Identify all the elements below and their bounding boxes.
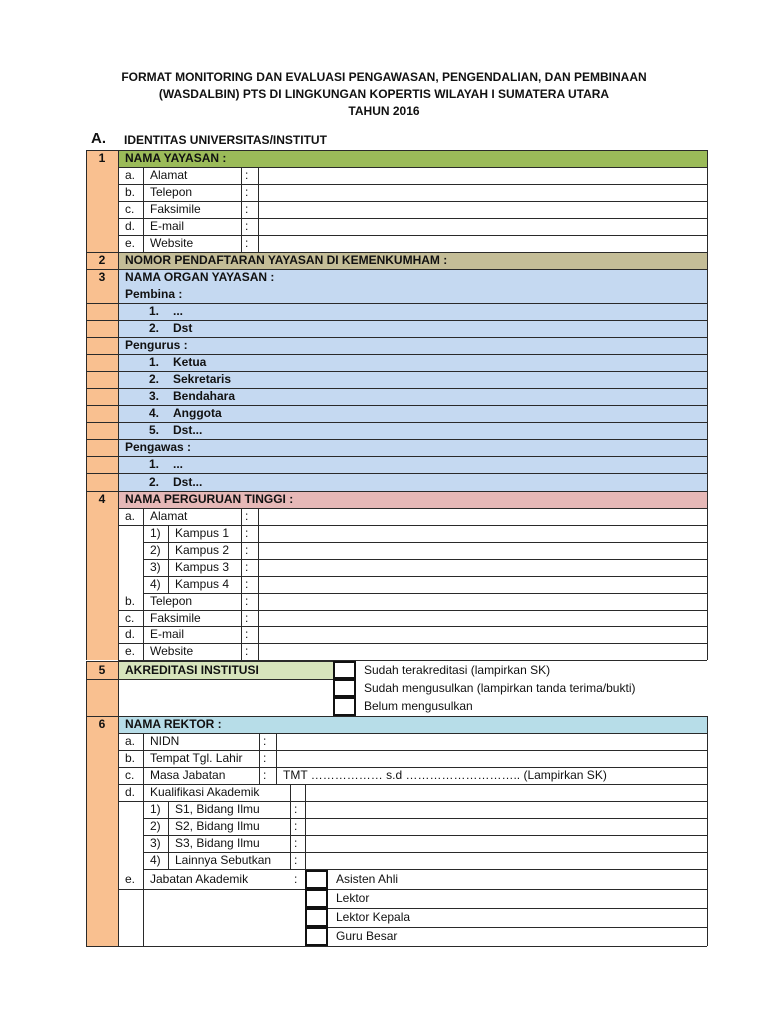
organ-item-number: 3. <box>149 389 160 403</box>
kampus-number: 2) <box>150 543 161 557</box>
column-border <box>118 733 119 946</box>
row-border <box>86 491 707 492</box>
colon: : <box>245 236 249 250</box>
row-border <box>86 716 707 717</box>
jabatan-option: Lektor <box>336 891 370 905</box>
kampus-3-field[interactable] <box>259 560 706 575</box>
organ-item-number: 2. <box>149 475 160 489</box>
column-border <box>86 733 87 946</box>
pt-alamat-field[interactable] <box>259 509 706 524</box>
item-letter: d. <box>125 785 136 799</box>
column-border <box>86 508 87 660</box>
organ-item-number: 2. <box>149 321 160 335</box>
akreditasi-checkbox[interactable] <box>333 679 356 697</box>
column-border <box>118 286 119 491</box>
kualifikasi-2-field[interactable] <box>306 819 706 834</box>
akreditasi-option: Sudah terakreditasi (lampirkan SK) <box>364 663 551 677</box>
rektor-nidn-field[interactable] <box>277 734 706 749</box>
kampus-1-field[interactable] <box>259 526 706 541</box>
colon: : <box>245 543 249 557</box>
akreditasi-checkbox[interactable] <box>333 697 356 716</box>
section-letter: A. <box>91 130 106 147</box>
item-letter: b. <box>125 594 136 608</box>
organ-group-label: Pembina : <box>125 287 183 301</box>
column-border <box>707 508 708 660</box>
column-border <box>276 733 277 784</box>
column-border <box>168 801 169 869</box>
section-header: NOMOR PENDAFTARAN YAYASAN DI KEMENKUMHAM : <box>125 253 448 267</box>
column-border <box>707 252 708 269</box>
kampus-2-field[interactable] <box>259 543 706 558</box>
colon: : <box>245 644 249 658</box>
colon: : <box>245 219 249 233</box>
orange-margin <box>86 679 118 716</box>
organ-item-label: Anggota <box>173 406 222 420</box>
item-label: E-mail <box>150 219 185 233</box>
column-border <box>118 491 119 508</box>
organ-group-label: Pengurus : <box>125 338 188 352</box>
column-border <box>707 716 708 733</box>
colon: : <box>245 168 249 182</box>
title-line-1: FORMAT MONITORING DAN EVALUASI PENGAWASAN, PENGENDALIAN, DAN PEMBINAAN <box>121 70 647 84</box>
column-border <box>305 784 306 869</box>
column-border <box>241 508 242 660</box>
colon: : <box>294 819 298 833</box>
yayasan-website-field[interactable] <box>259 236 706 251</box>
jabatan-checkbox[interactable] <box>305 870 328 889</box>
row-border <box>86 150 707 151</box>
column-border <box>118 716 119 733</box>
section-number: 4 <box>98 492 106 506</box>
colon: : <box>294 872 298 886</box>
title-line-2: (WASDALBIN) PTS DI LINGKUNGAN KOPERTIS WILAYAH I SUMATERA UTARA <box>158 87 610 101</box>
organ-item-label: Dst... <box>173 423 203 437</box>
column-border <box>259 733 260 784</box>
section-header: NAMA ORGAN YAYASAN : <box>125 270 275 284</box>
orange-margin <box>86 167 118 252</box>
item-letter: c. <box>125 202 135 216</box>
column-border <box>86 252 87 269</box>
column-border <box>707 150 708 167</box>
item-label: NIDN <box>150 734 180 748</box>
kualifikasi-label: S2, Bidang Ilmu <box>175 819 260 833</box>
colon: : <box>294 853 298 867</box>
column-border <box>86 167 87 252</box>
column-border <box>86 286 87 491</box>
pt-telepon-field[interactable] <box>259 594 706 609</box>
kualifikasi-label: S1, Bidang Ilmu <box>175 802 260 816</box>
colon: : <box>245 509 249 523</box>
colon: : <box>245 627 249 641</box>
organ-item-label: Sekretaris <box>173 372 232 386</box>
column-border <box>118 661 119 716</box>
rektor-masa-jabatan-field[interactable] <box>277 768 706 783</box>
organ-item-label: ... <box>173 457 184 471</box>
item-label: Masa Jabatan <box>150 768 226 782</box>
section-number: 1 <box>98 151 106 165</box>
pt-website-field[interactable] <box>259 644 706 659</box>
column-border <box>118 269 119 286</box>
column-border <box>707 286 708 491</box>
item-letter: a. <box>125 168 136 182</box>
kampus-label: Kampus 3 <box>175 560 230 574</box>
column-border <box>118 150 119 167</box>
column-border <box>707 167 708 252</box>
item-letter: e. <box>125 644 136 658</box>
kualifikasi-number: 3) <box>150 836 161 850</box>
column-border <box>258 167 259 252</box>
item-letter: c. <box>125 611 135 625</box>
yayasan-faksimile-field[interactable] <box>259 202 706 217</box>
column-border <box>118 508 119 660</box>
item-letter: b. <box>125 185 136 199</box>
kualifikasi-label: Lainnya Sebutkan <box>175 853 272 867</box>
jabatan-checkbox[interactable] <box>305 927 328 946</box>
organ-item-number: 2. <box>149 372 160 386</box>
item-label: Jabatan Akademik <box>150 872 249 886</box>
colon: : <box>245 526 249 540</box>
kampus-number: 4) <box>150 577 161 591</box>
colon: : <box>263 768 267 782</box>
row-border <box>86 679 333 680</box>
column-border <box>258 508 259 660</box>
item-label: Tempat Tgl. Lahir <box>150 751 243 765</box>
yayasan-telepon-field[interactable] <box>259 185 706 200</box>
colon: : <box>245 611 249 625</box>
orange-margin <box>86 286 118 491</box>
orange-margin <box>86 508 118 660</box>
row-border <box>86 661 333 662</box>
colon: : <box>245 594 249 608</box>
item-label: Kualifikasi Akademik <box>150 785 260 799</box>
colon: : <box>294 836 298 850</box>
pt-faksimile-field[interactable] <box>259 611 706 625</box>
item-letter: d. <box>125 219 136 233</box>
kampus-label: Kampus 1 <box>175 526 230 540</box>
kualifikasi-label: S3, Bidang Ilmu <box>175 836 260 850</box>
column-border <box>143 733 144 946</box>
akreditasi-option: Belum mengusulkan <box>364 699 473 713</box>
item-label: Website <box>150 236 194 250</box>
row-border <box>86 946 707 947</box>
colon: : <box>245 185 249 199</box>
item-label: E-mail <box>150 627 185 641</box>
item-label: Website <box>150 644 194 658</box>
akreditasi-checkbox[interactable] <box>333 661 356 679</box>
column-border <box>168 525 169 593</box>
section-header: AKREDITASI INSTITUSI <box>125 663 259 677</box>
column-border <box>86 269 87 286</box>
jabatan-option: Guru Besar <box>336 929 398 943</box>
kualifikasi-1-field[interactable] <box>306 802 706 817</box>
kampus-label: Kampus 4 <box>175 577 230 591</box>
column-border <box>86 491 87 508</box>
title-line-3: TAHUN 2016 <box>348 104 420 118</box>
nomor-pendaftaran-field[interactable] <box>119 253 706 268</box>
item-label: Telepon <box>150 185 193 199</box>
column-border <box>707 269 708 286</box>
row-border <box>86 269 707 270</box>
kampus-label: Kampus 2 <box>175 543 230 557</box>
column-border <box>143 508 144 660</box>
kualifikasi-number: 1) <box>150 802 161 816</box>
item-label: Alamat <box>150 168 188 182</box>
yayasan-alamat-field[interactable] <box>259 168 706 183</box>
organ-item-label: ... <box>173 304 184 318</box>
yayasan-e-mail-field[interactable] <box>259 219 706 234</box>
column-border <box>143 167 144 252</box>
organ-item-label: Ketua <box>173 355 207 369</box>
section-number: 3 <box>98 270 106 284</box>
colon: : <box>263 734 267 748</box>
item-letter: b. <box>125 751 136 765</box>
pt-e-mail-field[interactable] <box>259 627 706 642</box>
item-label: Faksimile <box>150 611 201 625</box>
item-letter: c. <box>125 768 135 782</box>
orange-margin <box>86 733 118 946</box>
organ-group-label: Pengawas : <box>125 440 192 454</box>
column-border <box>118 167 119 252</box>
colon: : <box>294 802 298 816</box>
jabatan-checkbox[interactable] <box>305 889 328 908</box>
item-label: Telepon <box>150 594 193 608</box>
column-border <box>86 716 87 733</box>
colon: : <box>245 202 249 216</box>
column-border <box>290 784 291 869</box>
organ-item-label: Dst... <box>173 475 203 489</box>
section-header: NAMA REKTOR : <box>125 717 222 731</box>
kualifikasi-3-field[interactable] <box>306 836 706 851</box>
kampus-number: 1) <box>150 526 161 540</box>
section-header: NAMA YAYASAN : <box>125 151 227 165</box>
section-title: IDENTITAS UNIVERSITAS/INSTITUT <box>124 133 327 147</box>
column-border <box>241 167 242 252</box>
organ-item-number: 1. <box>149 304 160 318</box>
column-border <box>707 733 708 946</box>
section-number: 6 <box>98 717 106 731</box>
item-letter: a. <box>125 734 136 748</box>
organ-item-label: Bendahara <box>173 389 236 403</box>
section-number: 5 <box>98 663 106 677</box>
masa-jabatan-value: TMT ……………… s.d ……………………….. (Lampirkan SK) <box>283 768 607 782</box>
item-letter: d. <box>125 627 136 641</box>
organ-item-number: 1. <box>149 457 160 471</box>
organ-item-number: 1. <box>149 355 160 369</box>
organ-item-number: 5. <box>149 423 160 437</box>
kualifikasi-number: 4) <box>150 853 161 867</box>
item-label: Faksimile <box>150 202 201 216</box>
item-letter: e. <box>125 872 136 886</box>
colon: : <box>245 560 249 574</box>
jabatan-option: Lektor Kepala <box>336 910 411 924</box>
kampus-number: 3) <box>150 560 161 574</box>
kampus-4-field[interactable] <box>259 577 706 592</box>
item-letter: e. <box>125 236 136 250</box>
item-label: Alamat <box>150 509 188 523</box>
colon: : <box>263 751 267 765</box>
organ-item-number: 4. <box>149 406 160 420</box>
kualifikasi-4-field[interactable] <box>306 853 706 868</box>
row-border <box>118 889 305 890</box>
colon: : <box>245 577 249 591</box>
column-border <box>86 150 87 167</box>
akreditasi-option: Sudah mengusulkan (lampirkan tanda terima/bukti) <box>364 681 636 695</box>
section-header: NAMA PERGURUAN TINGGI : <box>125 492 294 506</box>
rektor-ttl-field[interactable] <box>277 751 706 766</box>
section-number: 2 <box>98 253 106 267</box>
column-border <box>707 491 708 508</box>
column-border <box>86 661 87 716</box>
jabatan-option: Asisten Ahli <box>336 872 399 886</box>
item-letter: a. <box>125 509 136 523</box>
kualifikasi-number: 2) <box>150 819 161 833</box>
jabatan-checkbox[interactable] <box>305 908 328 927</box>
organ-item-label: Dst <box>173 321 193 335</box>
